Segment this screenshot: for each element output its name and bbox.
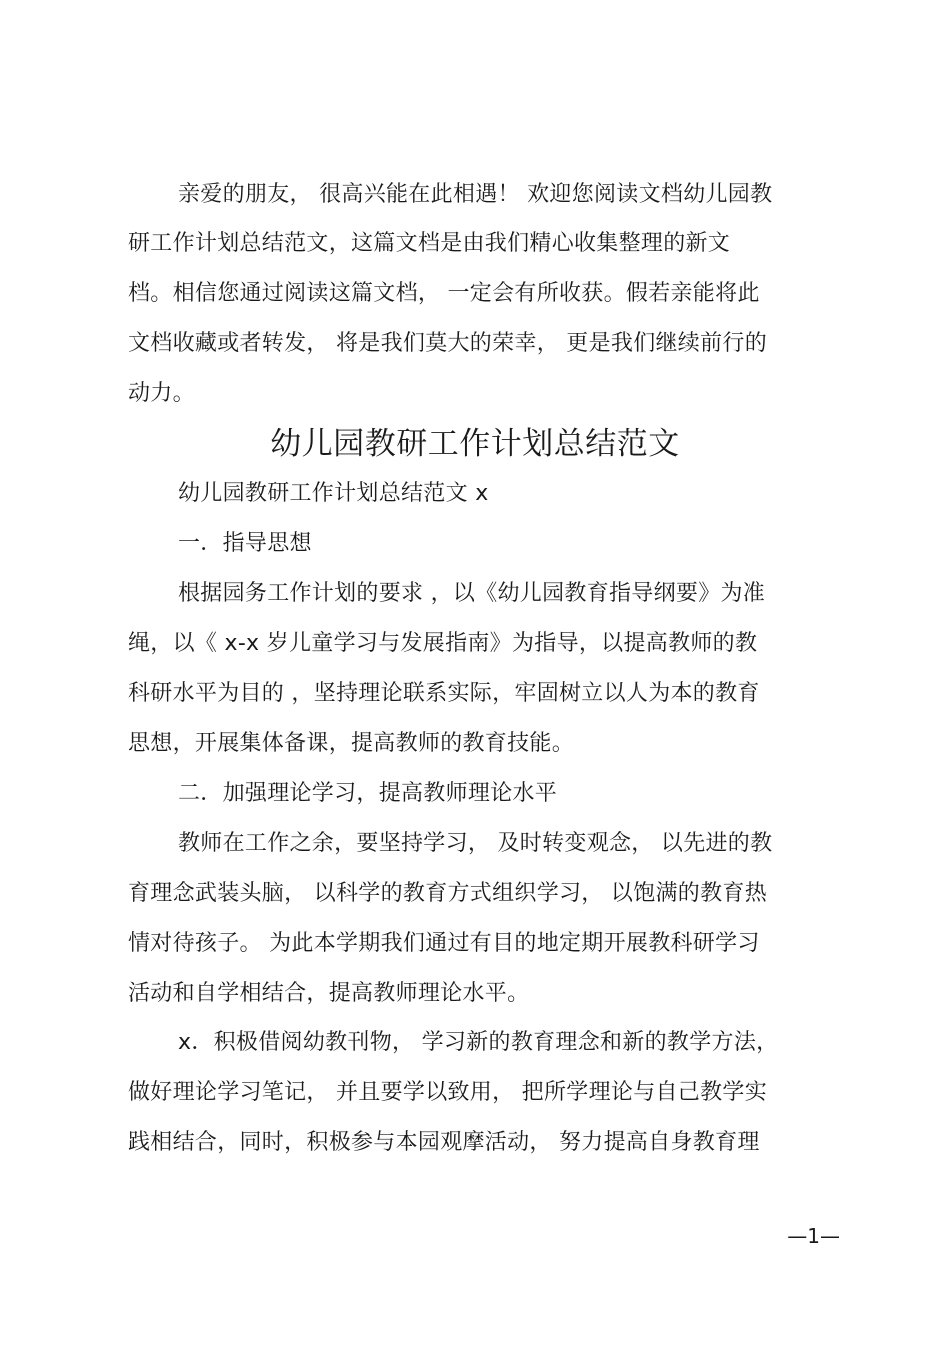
paragraph-line: 活动和自学相结合，提高教师理论水平。 [128,981,530,1006]
intro-line-5: 动力。 [128,381,195,406]
section-heading-1: 一．指导思想 [178,531,312,556]
list-item-line: x．积极借阅幼教刊物， 学习新的教育理念和新的教学方法， [178,1030,779,1055]
subtitle-line: 幼儿园教研工作计划总结范文 x [178,481,489,506]
paragraph-line: 思想，开展集体备课，提高教师的教育技能。 [128,731,575,756]
page-number: —1— [787,1224,840,1248]
intro-line-2: 研工作计划总结范文，这篇文档是由我们精心收集整理的新文 [128,231,731,256]
paragraph-line: 教师在工作之余，要坚持学习， 及时转变观念， 以先进的教 [178,831,773,856]
intro-line-1: 亲爱的朋友， 很高兴能在此相遇！ 欢迎您阅读文档幼儿园教 [178,182,773,207]
document-title: 幼儿园教研工作计划总结范文 [270,426,680,462]
paragraph-line: 践相结合，同时，积极参与本园观摩活动， 努力提高自身教育理 [128,1130,760,1155]
paragraph-line: 科研水平为目的 ，坚持理论联系实际，牢固树立以人为本的教育 [128,681,760,706]
intro-line-3: 档。相信您通过阅读这篇文档， 一定会有所收获。假若亲能将此 [128,281,760,306]
paragraph-line: 做好理论学习笔记， 并且要学以致用， 把所学理论与自己教学实 [128,1080,767,1105]
intro-line-4: 文档收藏或者转发， 将是我们莫大的荣幸， 更是我们继续前行的 [128,331,767,356]
paragraph-line: 根据园务工作计划的要求 ，以《幼儿园教育指导纲要》为准 [178,581,766,606]
section-heading-2: 二．加强理论学习，提高教师理论水平 [178,781,558,806]
paragraph-line: 绳，以《 x-x 岁儿童学习与发展指南》为指导，以提高教师的教 [128,631,758,656]
paragraph-line: 育理念武装头脑， 以科学的教育方式组织学习， 以饱满的教育热 [128,881,767,906]
paragraph-line: 情对待孩子。 为此本学期我们通过有目的地定期开展教科研学习 [128,931,760,956]
